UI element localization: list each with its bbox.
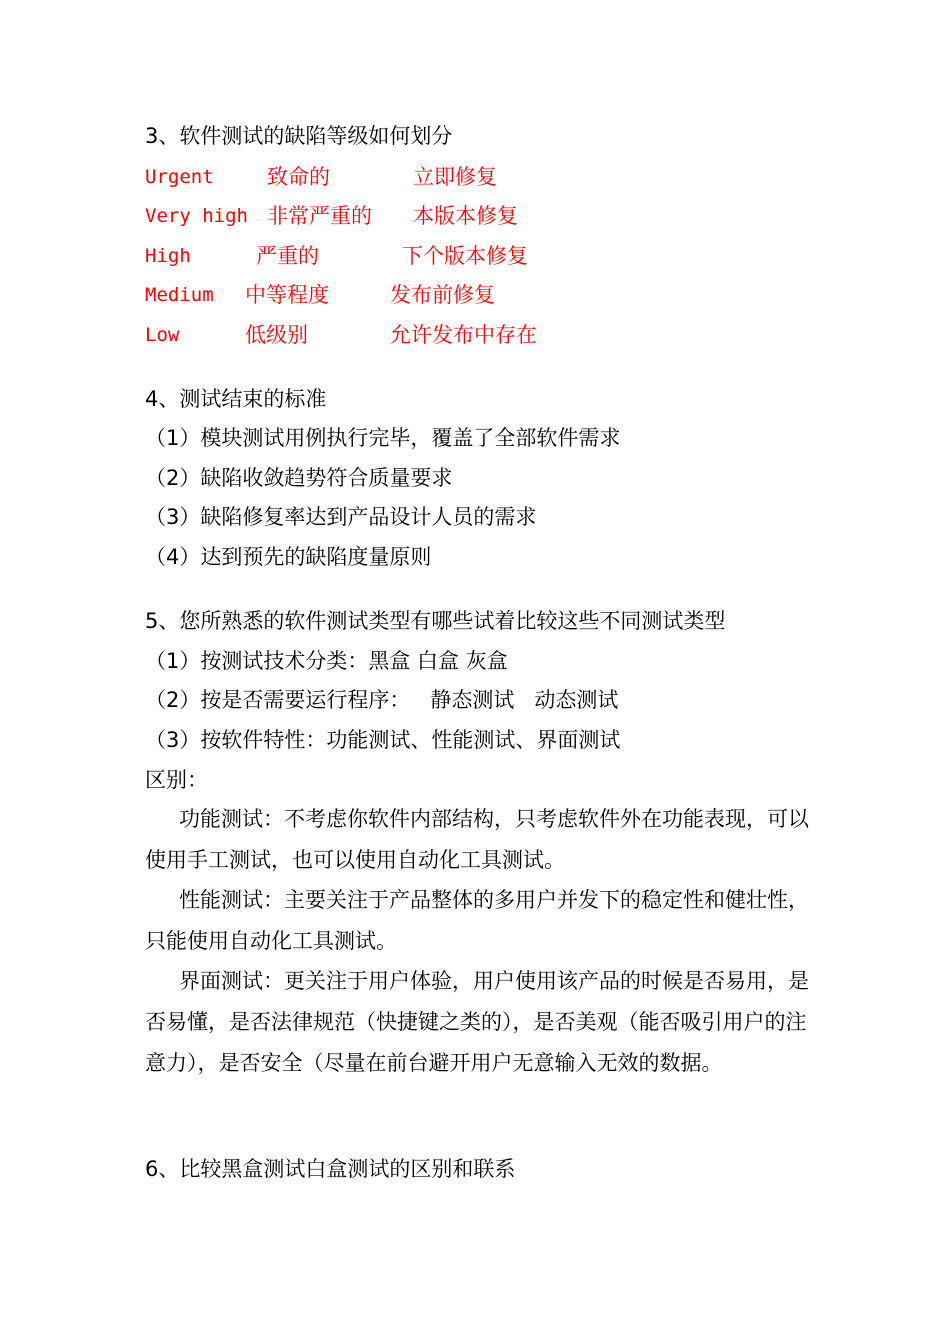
q4-item: （1）模块测试用例执行完毕，覆盖了全部软件需求	[145, 426, 621, 450]
level-en: Low	[145, 324, 180, 346]
q6-title: 6、比较黑盒测试白盒测试的区别和联系	[145, 1157, 516, 1181]
q4-item: （2）缺陷收敛趋势符合质量要求	[145, 466, 453, 490]
defect-level-row	[145, 281, 565, 309]
level-en: Very high	[145, 205, 248, 227]
level-cn: 低级别	[245, 323, 308, 347]
q5-item: （3）按软件特性：功能测试、性能测试、界面测试	[145, 728, 621, 752]
level-cn: 严重的	[256, 244, 319, 268]
level-action: 立即修复	[413, 165, 497, 189]
q5-title: 5、您所熟悉的软件测试类型有哪些试着比较这些不同测试类型	[145, 609, 726, 633]
diff-paragraph: 性能测试：主要关注于产品整体的多用户并发下的稳定性和健壮性，只能使用自动化工具测试。	[145, 888, 809, 953]
q5-item: （1）按测试技术分类：黑盒 白盒 灰盒	[145, 649, 508, 673]
level-en: Urgent	[145, 166, 214, 188]
level-en: High	[145, 245, 191, 267]
level-action: 下个版本修复	[402, 244, 528, 268]
q5-item: （2）按是否需要运行程序： 静态测试 动态测试	[145, 688, 619, 712]
level-cn: 非常严重的	[267, 204, 372, 228]
diff-label: 区别：	[145, 768, 208, 792]
q3-title: 3、软件测试的缺陷等级如何划分	[145, 124, 453, 148]
diff-paragraph: 界面测试：更关注于用户体验，用户使用该产品的时候是否易用，是否易懂，是否法律规范（快捷键之类的），是否美观（能否吸引用户的注意力），是否安全（尽量在前台避开用户无意输入无效的数据。	[145, 969, 809, 1075]
defect-level-row	[145, 163, 565, 191]
q4-item: （4）达到预先的缺陷度量原则	[145, 545, 432, 569]
q4-title: 4、测试结束的标准	[145, 387, 327, 411]
defect-level-row	[145, 242, 565, 270]
diff-paragraph: 功能测试：不考虑你软件内部结构，只考虑软件外在功能表现，可以使用手工测试，也可以使用自动化工具测试。	[145, 807, 809, 872]
level-action: 发布前修复	[390, 283, 495, 307]
level-cn: 中等程度	[245, 283, 329, 307]
level-en: Medium	[145, 284, 214, 306]
level-action: 允许发布中存在	[390, 323, 537, 347]
level-cn: 致命的	[267, 165, 330, 189]
defect-level-row	[145, 321, 565, 349]
q4-item: （3）缺陷修复率达到产品设计人员的需求	[145, 505, 537, 529]
defect-level-row	[145, 202, 565, 230]
level-action: 本版本修复	[413, 204, 518, 228]
